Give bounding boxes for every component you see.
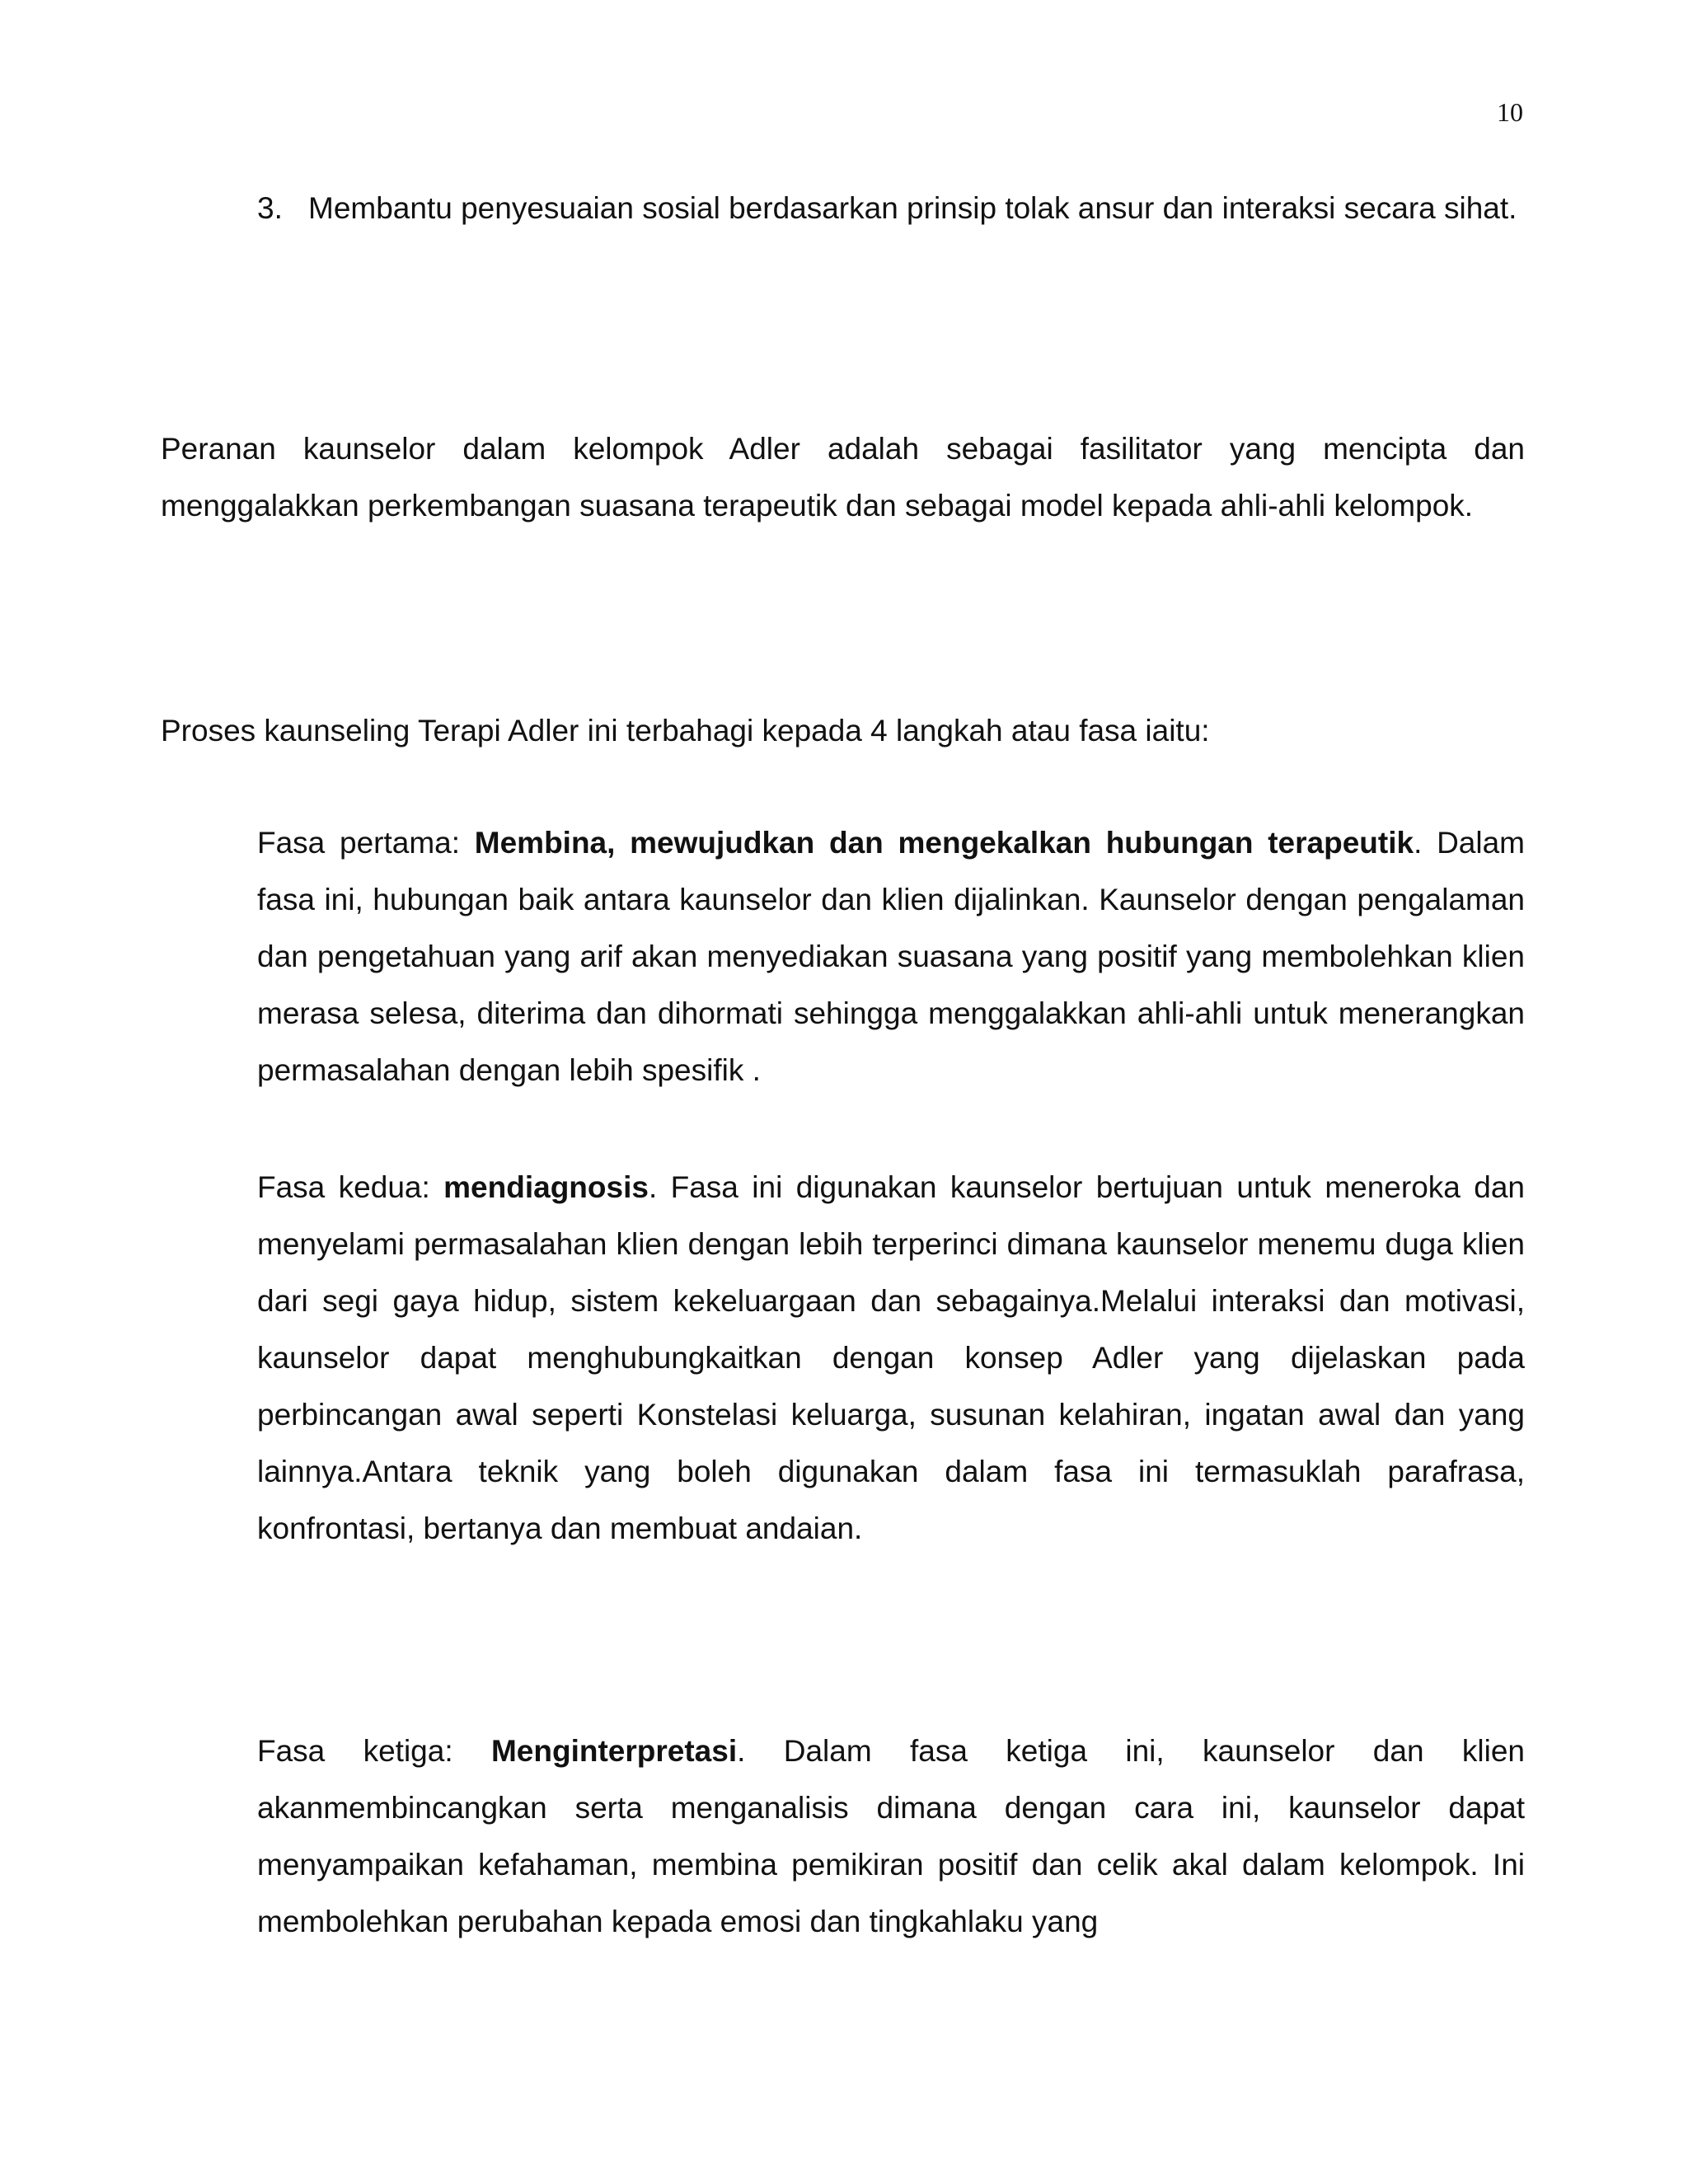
fasa-pertama-label: Fasa pertama: <box>257 826 475 860</box>
list-item-text: Membantu penyesuaian sosial berdasarkan prinsip tolak ansur dan interaksi secara sihat. <box>308 191 1517 225</box>
fasa-kedua-text: . Fasa ini digunakan kaunselor bertujuan untuk meneroka dan menyelami permasalahan klien dengan lebih terperinci dimana kaunselor menemu duga klien dari segi gaya hidup, sistem kekeluargaan dan sebagainya.Melalui interaksi dan motivasi, kaunselor dapat menghubungkaitkan dengan konsep Adler yang dijelaskan pada perbincangan awal seperti Konstelasi keluarga, susunan kelahiran, ingatan awal dan yang lainnya.Antara teknik yang boleh digunakan dalam fasa ini termasuklah parafrasa, konfrontasi, bertanya dan membuat andaian. <box>257 1170 1525 1545</box>
fasa-ketiga-label: Fasa ketiga: <box>257 1734 491 1768</box>
fasa-ketiga-text: . Dalam fasa ketiga ini, kaunselor dan klien akanmembincangkan serta menganalisis dimana dengan cara ini, kaunselor dapat menyampaikan kefahaman, membina pemikiran positif dan celik akal dalam kelompok. Ini membolehkan perubahan kepada emosi dan tingkahlaku yang <box>257 1734 1525 1938</box>
fasa-pertama-paragraph <box>257 814 1525 1099</box>
fasa-ketiga-title: Menginterpretasi <box>490 1734 738 1768</box>
list-item-3 <box>257 180 1525 237</box>
page-number: 10 <box>1497 97 1523 127</box>
fasa-kedua-paragraph <box>257 1159 1525 1557</box>
list-item-number: 3. <box>257 191 283 225</box>
fasa-pertama-text: . Dalam fasa ini, hubungan baik antara kaunselor dan klien dijalinkan. Kaunselor dengan pengalaman dan pengetahuan yang arif akan menyediakan suasana yang positif yang membolehkan klien merasa selesa, diterima dan dihormati sehingga menggalakkan ahli-ahli untuk menerangkan permasalahan dengan lebih spesifik . <box>257 826 1525 1087</box>
paragraph-peranan: Peranan kaunselor dalam kelompok Adler adalah sebagai fasilitator yang mencipta dan menggalakkan perkembangan suasana terapeutik dan sebagai model kepada ahli-ahli kelompok. <box>161 432 1525 523</box>
fasa-pertama-title: Membina, mewujudkan dan mengekalkan hubungan terapeutik <box>474 826 1414 860</box>
fasa-ketiga-paragraph <box>257 1722 1525 1950</box>
fasa-kedua-label: Fasa kedua: <box>257 1170 444 1204</box>
fasa-kedua-title: mendiagnosis <box>443 1170 649 1204</box>
paragraph-proses: Proses kaunseling Terapi Adler ini terbahagi kepada 4 langkah atau fasa iaitu: <box>161 714 1210 748</box>
